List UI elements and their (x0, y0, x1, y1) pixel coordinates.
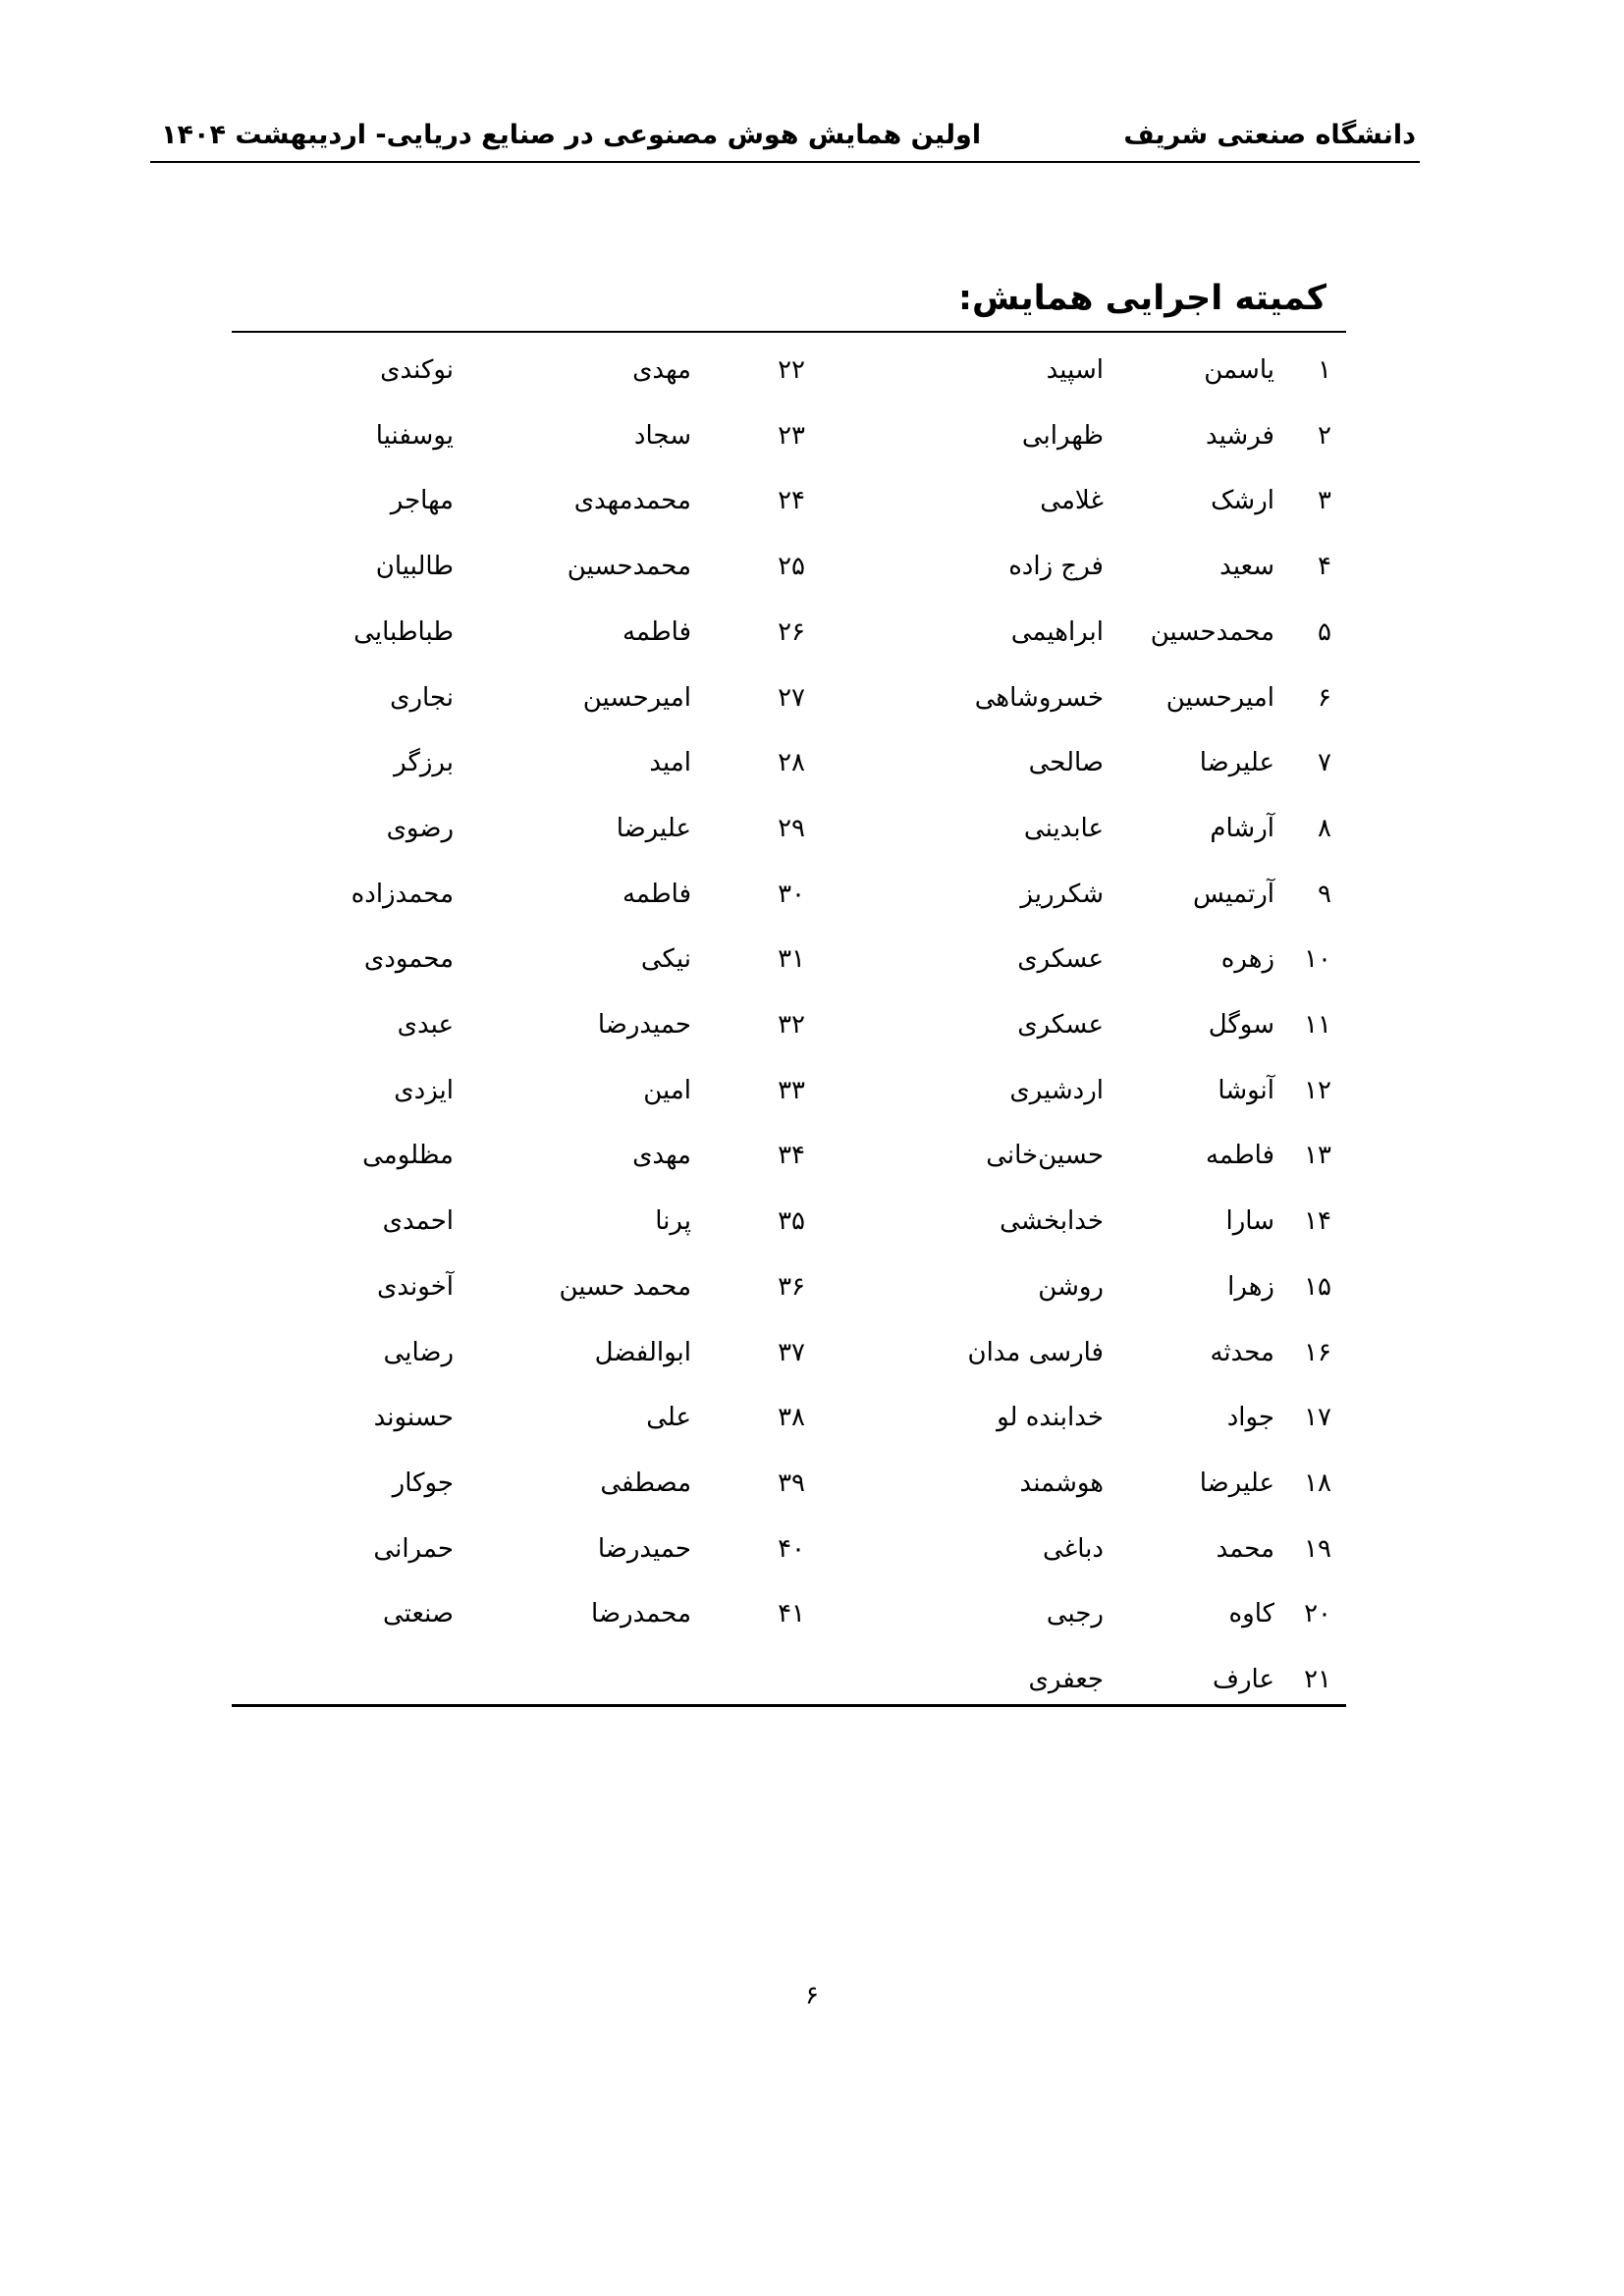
member-number: ۳۶ (778, 1272, 805, 1302)
member-first-name: فرشید (1205, 421, 1274, 451)
member-number: ۲۵ (778, 552, 805, 581)
member-last-name: صالحی (1028, 748, 1104, 777)
table-row (0, 1594, 1624, 1633)
table-row (0, 875, 1624, 914)
member-first-name: حمیدرضا (597, 1010, 691, 1040)
member-last-name: شکرریز (1020, 880, 1104, 909)
member-last-name: جعفری (1028, 1665, 1104, 1694)
member-first-name: جواد (1226, 1403, 1274, 1432)
member-last-name: محمدزاده (351, 880, 454, 909)
member-last-name: رضایی (383, 1338, 454, 1367)
member-last-name: هوشمند (1019, 1468, 1104, 1498)
member-number: ۱۴ (1304, 1206, 1331, 1236)
member-last-name: رضوی (386, 814, 454, 843)
member-first-name: زهرا (1227, 1272, 1274, 1302)
member-first-name: محمد حسین (559, 1272, 691, 1302)
table-row (0, 939, 1624, 979)
member-first-name: محمدمهدی (573, 486, 691, 515)
member-number: ۱۶ (1304, 1338, 1331, 1367)
table-row (0, 613, 1624, 652)
member-last-name: حمرانی (373, 1534, 454, 1564)
member-first-name: ابوالفضل (594, 1338, 691, 1367)
table-row (0, 1005, 1624, 1044)
member-number: ۱۱ (1304, 1010, 1331, 1040)
member-number: ۹ (1318, 880, 1331, 909)
member-first-name: فاطمه (622, 880, 691, 909)
member-last-name: فرج زاده (1008, 552, 1104, 581)
member-first-name: آنوشا (1218, 1076, 1274, 1105)
member-last-name: حسین‌خانی (986, 1141, 1104, 1170)
member-first-name: علیرضا (1199, 748, 1274, 777)
member-number: ۳۰ (778, 880, 805, 909)
member-number: ۳ (1318, 486, 1331, 515)
member-last-name: خسروشاهی (974, 683, 1104, 713)
member-number: ۱۲ (1304, 1076, 1331, 1105)
member-last-name: مظلومی (362, 1141, 454, 1170)
table-row (0, 481, 1624, 520)
member-last-name: طالبیان (375, 552, 454, 581)
member-first-name: سعید (1219, 552, 1274, 581)
member-last-name: ابراهیمی (1010, 617, 1104, 647)
member-first-name: محمدحسین (567, 552, 691, 581)
member-last-name: عابدینی (1023, 814, 1104, 843)
member-last-name: ظهرابی (1021, 421, 1104, 451)
member-last-name: عسکری (1017, 944, 1104, 974)
member-first-name: امیرحسین (582, 683, 691, 713)
member-last-name: مهاجر (390, 486, 454, 515)
table-row (0, 350, 1624, 390)
member-number: ۷ (1318, 748, 1331, 777)
member-first-name: علی (646, 1403, 691, 1432)
member-last-name: خدابنده لو (997, 1403, 1104, 1432)
member-number: ۱۳ (1304, 1141, 1331, 1170)
member-number: ۴۰ (778, 1534, 805, 1564)
member-first-name: پرنا (655, 1206, 691, 1236)
member-last-name: محمودی (363, 944, 454, 974)
member-first-name: محدثه (1210, 1338, 1274, 1367)
member-last-name: احمدی (382, 1206, 454, 1236)
table-row (0, 547, 1624, 586)
member-number: ۲۴ (778, 486, 805, 515)
member-first-name: علیرضا (616, 814, 691, 843)
member-first-name: سوگل (1208, 1010, 1274, 1040)
member-last-name: طباطبایی (353, 617, 454, 647)
member-number: ۲ (1318, 421, 1331, 451)
table-row (0, 1201, 1624, 1241)
member-number: ۴۱ (778, 1599, 805, 1629)
member-number: ۱۷ (1304, 1403, 1331, 1432)
member-number: ۶ (1318, 683, 1331, 713)
member-number: ۲۲ (778, 355, 805, 385)
member-number: ۳۳ (778, 1076, 805, 1105)
member-number: ۵ (1318, 617, 1331, 647)
member-number: ۲۷ (778, 683, 805, 713)
member-first-name: امید (649, 748, 691, 777)
member-first-name: یاسمن (1204, 355, 1274, 385)
member-last-name: دباغی (1042, 1534, 1104, 1564)
member-first-name: مهدی (632, 1141, 691, 1170)
member-number: ۲۱ (1304, 1665, 1331, 1694)
member-number: ۳۸ (778, 1403, 805, 1432)
table-row (0, 1136, 1624, 1175)
header-left-text: اولین همایش هوش مصنوعی در صنایع دریایی- اردیبهشت ۱۴۰۴ (161, 120, 982, 150)
member-number: ۲۹ (778, 814, 805, 843)
member-first-name: سجاد (633, 421, 691, 451)
member-first-name: مهدی (632, 355, 691, 385)
member-number: ۱۸ (1304, 1468, 1331, 1498)
page-number: ۶ (805, 1981, 819, 2010)
member-last-name: یوسفنیا (375, 421, 454, 451)
member-first-name: حمیدرضا (597, 1534, 691, 1564)
table-row (0, 678, 1624, 718)
member-first-name: محمد (1216, 1534, 1274, 1564)
table-row (0, 1464, 1624, 1503)
member-first-name: محمدرضا (591, 1599, 691, 1629)
member-last-name: غلامی (1040, 486, 1104, 515)
member-first-name: نیکی (640, 944, 691, 974)
member-first-name: مصطفی (600, 1468, 691, 1498)
member-first-name: فاطمه (1205, 1141, 1274, 1170)
member-last-name: نجاری (390, 683, 454, 713)
member-last-name: عسکری (1017, 1010, 1104, 1040)
member-last-name: برزگر (394, 748, 454, 777)
table-row (0, 416, 1624, 455)
table-row (0, 1660, 1624, 1699)
member-number: ۳۴ (778, 1141, 805, 1170)
table-row (0, 1071, 1624, 1110)
member-last-name: جوکار (392, 1468, 454, 1498)
table-row (0, 743, 1624, 782)
table-row (0, 1398, 1624, 1437)
header-rule (150, 161, 1420, 163)
member-first-name: محمدحسین (1150, 617, 1274, 647)
table-row (0, 1333, 1624, 1372)
member-last-name: اسپید (1046, 355, 1104, 385)
member-number: ۲۶ (778, 617, 805, 647)
member-number: ۴ (1318, 552, 1331, 581)
member-first-name: زهره (1220, 944, 1274, 974)
member-first-name: علیرضا (1199, 1468, 1274, 1498)
member-first-name: آرشام (1210, 814, 1274, 843)
member-number: ۱۹ (1304, 1534, 1331, 1564)
member-number: ۳۱ (778, 944, 805, 974)
member-last-name: خدابخشی (1000, 1206, 1104, 1236)
member-first-name: سارا (1225, 1206, 1274, 1236)
member-last-name: نوکندی (380, 355, 454, 385)
section-title: کمیته اجرایی همایش: (957, 279, 1326, 318)
member-number: ۱ (1318, 355, 1331, 385)
member-number: ۲۰ (1304, 1599, 1331, 1629)
table-top-rule (232, 331, 1346, 333)
member-first-name: امیرحسین (1165, 683, 1274, 713)
member-first-name: امین (643, 1076, 691, 1105)
member-number: ۸ (1318, 814, 1331, 843)
member-number: ۱۰ (1304, 944, 1331, 974)
table-row (0, 1267, 1624, 1307)
member-last-name: آخوندی (377, 1272, 454, 1302)
table-row (0, 809, 1624, 848)
member-first-name: کاوه (1228, 1599, 1274, 1629)
member-last-name: عبدی (397, 1010, 454, 1040)
member-first-name: عارف (1213, 1665, 1274, 1694)
member-number: ۲۸ (778, 748, 805, 777)
member-last-name: روشن (1038, 1272, 1104, 1302)
member-last-name: حسنوند (373, 1403, 454, 1432)
member-number: ۳۹ (778, 1468, 805, 1498)
member-last-name: فارسی مدان (967, 1338, 1104, 1367)
member-last-name: رجبی (1046, 1599, 1104, 1629)
member-first-name: ارشک (1211, 486, 1274, 515)
member-first-name: فاطمه (622, 617, 691, 647)
member-number: ۳۷ (778, 1338, 805, 1367)
table-bottom-rule (232, 1704, 1346, 1707)
header-right-text: دانشگاه صنعتی شریف (1123, 120, 1416, 150)
member-first-name: آرتمیس (1192, 880, 1274, 909)
table-row (0, 1529, 1624, 1569)
member-last-name: اردشیری (1009, 1076, 1104, 1105)
member-number: ۳۵ (778, 1206, 805, 1236)
member-number: ۳۲ (778, 1010, 805, 1040)
member-last-name: صنعتی (383, 1599, 454, 1629)
member-number: ۱۵ (1304, 1272, 1331, 1302)
member-number: ۲۳ (778, 421, 805, 451)
member-last-name: ایزدی (394, 1076, 454, 1105)
